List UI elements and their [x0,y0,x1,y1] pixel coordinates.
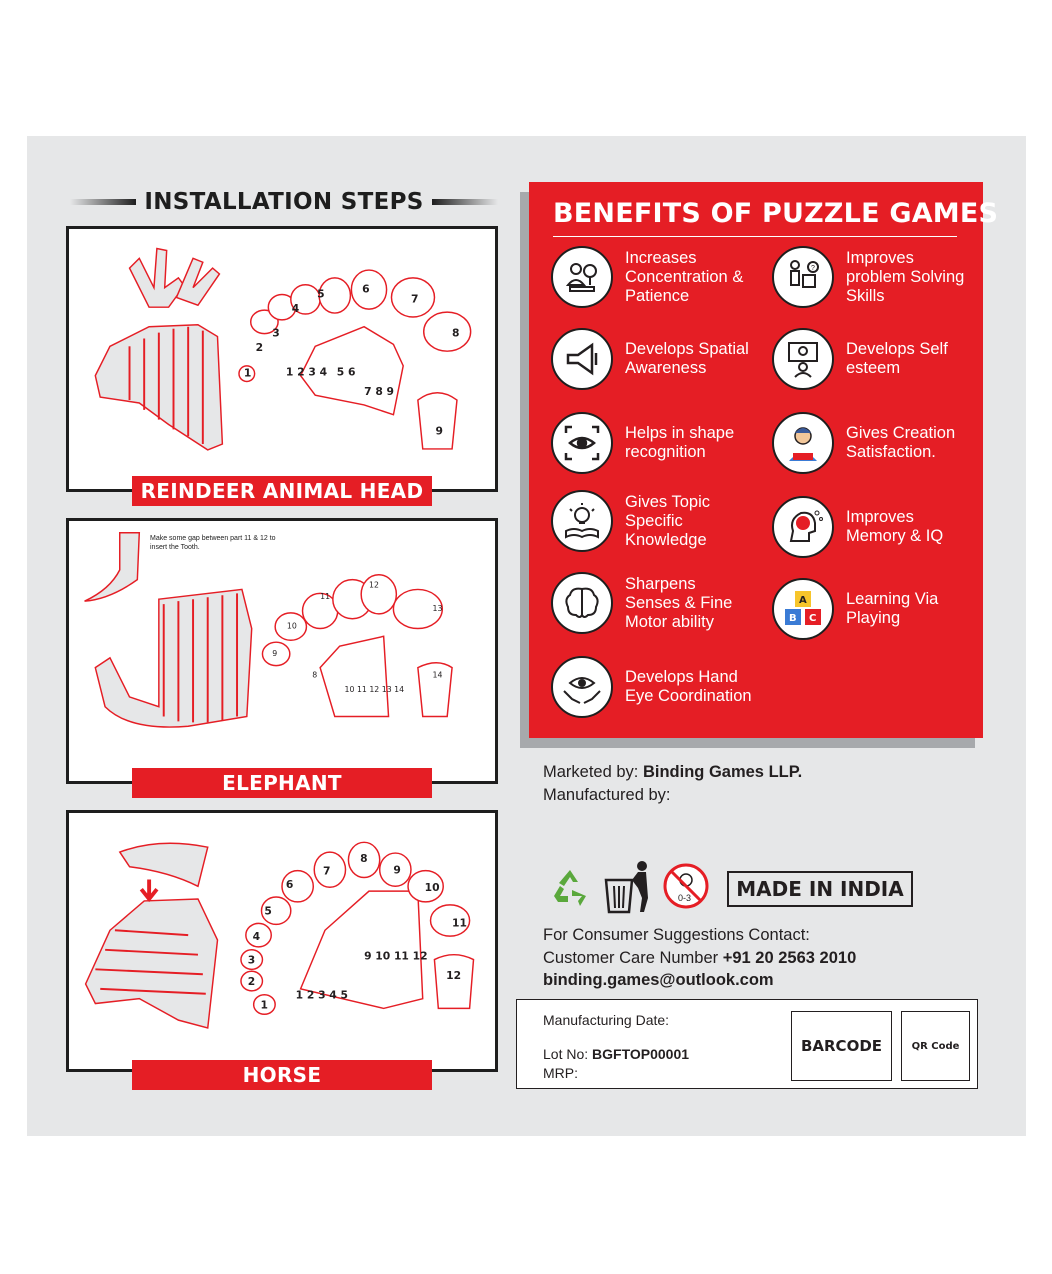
concentration-icon [551,246,613,308]
customer-care-number: +91 20 2563 2010 [722,949,857,967]
svg-text:4: 4 [252,930,261,944]
svg-text:5: 5 [317,287,325,301]
elephant-diagram [69,521,495,781]
svg-text:1 2 3 4 5: 1 2 3 4 5 [295,988,348,1002]
benefit-item [551,572,753,634]
svg-text:10: 10 [286,621,297,631]
svg-text:1: 1 [260,998,268,1012]
consumer-suggestions: For Consumer Suggestions Contact: [543,926,810,944]
benefit-item [551,246,753,308]
abc-blocks-icon [772,578,834,640]
benefit-item [551,656,753,718]
benefit-item [551,490,753,552]
benefit-item [772,412,974,474]
mrp-label: MRP: [543,1065,578,1081]
svg-text:12: 12 [446,969,462,983]
brain-head-icon [772,496,834,558]
lot-value: BGFTOP00001 [592,1046,690,1062]
svg-text:1: 1 [243,366,252,380]
benefit-text: Learning Via Playing [846,590,939,627]
horse-panel [66,810,498,1072]
dispose-bin-icon [602,858,656,914]
benefit-text: Increases Concentration & Patience [625,248,744,305]
svg-text:9 10 11 12: 9 10 11 12 [364,949,428,963]
svg-text:8: 8 [452,326,460,340]
reindeer-panel [66,226,498,492]
qr-code-placeholder: QR Code [901,1011,970,1081]
benefit-text: Gives Creation Satisfaction. [846,424,956,461]
customer-care-line [543,949,856,968]
svg-text:10 11 12 13 14: 10 11 12 13 14 [344,685,405,695]
svg-text:6: 6 [362,282,370,296]
heading-bar-left [70,199,136,205]
benefit-item [772,246,974,308]
benefit-item [772,328,974,390]
svg-text:3: 3 [247,953,256,967]
svg-text:5: 5 [264,904,272,918]
svg-text:9: 9 [435,424,443,438]
happy-person-icon [772,412,834,474]
elephant-panel [66,518,498,784]
svg-text:14: 14 [432,670,443,680]
benefit-item [772,496,974,558]
benefit-item [551,412,753,474]
svg-text:6: 6 [285,878,294,892]
age-warning-icon [662,862,710,910]
elephant-label: ELEPHANT [132,768,432,798]
benefits-title: BENEFITS OF PUZZLE GAMES [553,198,999,229]
svg-text:9: 9 [393,863,401,877]
svg-text:13: 13 [432,603,443,613]
installation-heading [70,186,498,218]
svg-text:7: 7 [323,864,331,878]
benefits-panel [529,182,999,738]
lot-line [543,1046,689,1062]
svg-text:10: 10 [424,881,440,895]
mfg-date-label: Manufacturing Date: [543,1012,670,1028]
benefit-item [551,328,753,390]
horse-label: HORSE [132,1060,432,1090]
problem-solving-icon [772,246,834,308]
benefit-text: Sharpens Senses & Fine Motor ability [625,574,733,631]
contact-email: binding.games@outlook.com [543,971,774,989]
marketed-line [543,763,802,782]
svg-text:4: 4 [291,302,300,316]
eye-focus-icon [551,412,613,474]
svg-text:?: ? [811,265,815,272]
barcode-placeholder: BARCODE [791,1011,892,1081]
svg-text:11: 11 [320,592,331,602]
elephant-note: Make some gap between part 11 & 12 to insert the Tooth. [150,535,276,551]
svg-text:3: 3 [272,326,280,340]
reindeer-diagram [69,229,495,489]
reindeer-label: REINDEER ANIMAL HEAD [132,476,432,506]
svg-text:2: 2 [255,341,264,355]
manufactured-label: Manufactured by: [543,786,671,804]
lightbulb-book-icon [551,490,613,552]
benefit-text: Develops Spatial Awareness [625,340,749,377]
svg-text:B: B [789,613,797,624]
benefit-text: Improves Memory & IQ [846,508,944,545]
svg-text:8: 8 [360,851,368,865]
age-warning-text: 0-3 [678,893,692,903]
svg-text:7 8 9: 7 8 9 [364,385,395,399]
marketed-label: Marketed by: [543,763,639,781]
benefits-rule [553,236,957,237]
svg-text:1 2 3 4: 1 2 3 4 [285,365,328,379]
svg-text:A: A [799,595,807,606]
benefit-text: Develops Hand Eye Coordination [625,668,752,705]
marketed-value: Binding Games LLP. [642,763,803,781]
recycle-icon [548,866,592,910]
horse-diagram [69,813,495,1069]
presentation-icon [772,328,834,390]
benefit-text: Gives Topic Specific Knowledge [625,492,710,549]
installation-heading-text: INSTALLATION STEPS [144,189,424,215]
svg-text:11: 11 [452,916,467,930]
heading-bar-right [432,199,498,205]
benefit-text: Improves problem Solving Skills [846,248,965,305]
made-in-india-badge: MADE IN INDIA [727,871,913,907]
benefit-text: Develops Self esteem [846,340,948,377]
svg-text:C: C [809,613,817,624]
svg-text:2: 2 [247,974,256,988]
benefit-item [772,578,974,640]
svg-text:12: 12 [368,580,379,590]
brain-icon [551,572,613,634]
svg-text:7: 7 [411,292,419,306]
svg-text:5 6: 5 6 [336,365,356,379]
benefit-text: Helps in shape recognition [625,424,735,461]
lot-label: Lot No: [543,1046,589,1062]
hands-eye-icon [551,656,613,718]
megaphone-icon [551,328,613,390]
svg-text:9: 9 [272,648,278,658]
customer-care-label: Customer Care Number [543,949,719,967]
svg-text:8: 8 [312,670,318,680]
